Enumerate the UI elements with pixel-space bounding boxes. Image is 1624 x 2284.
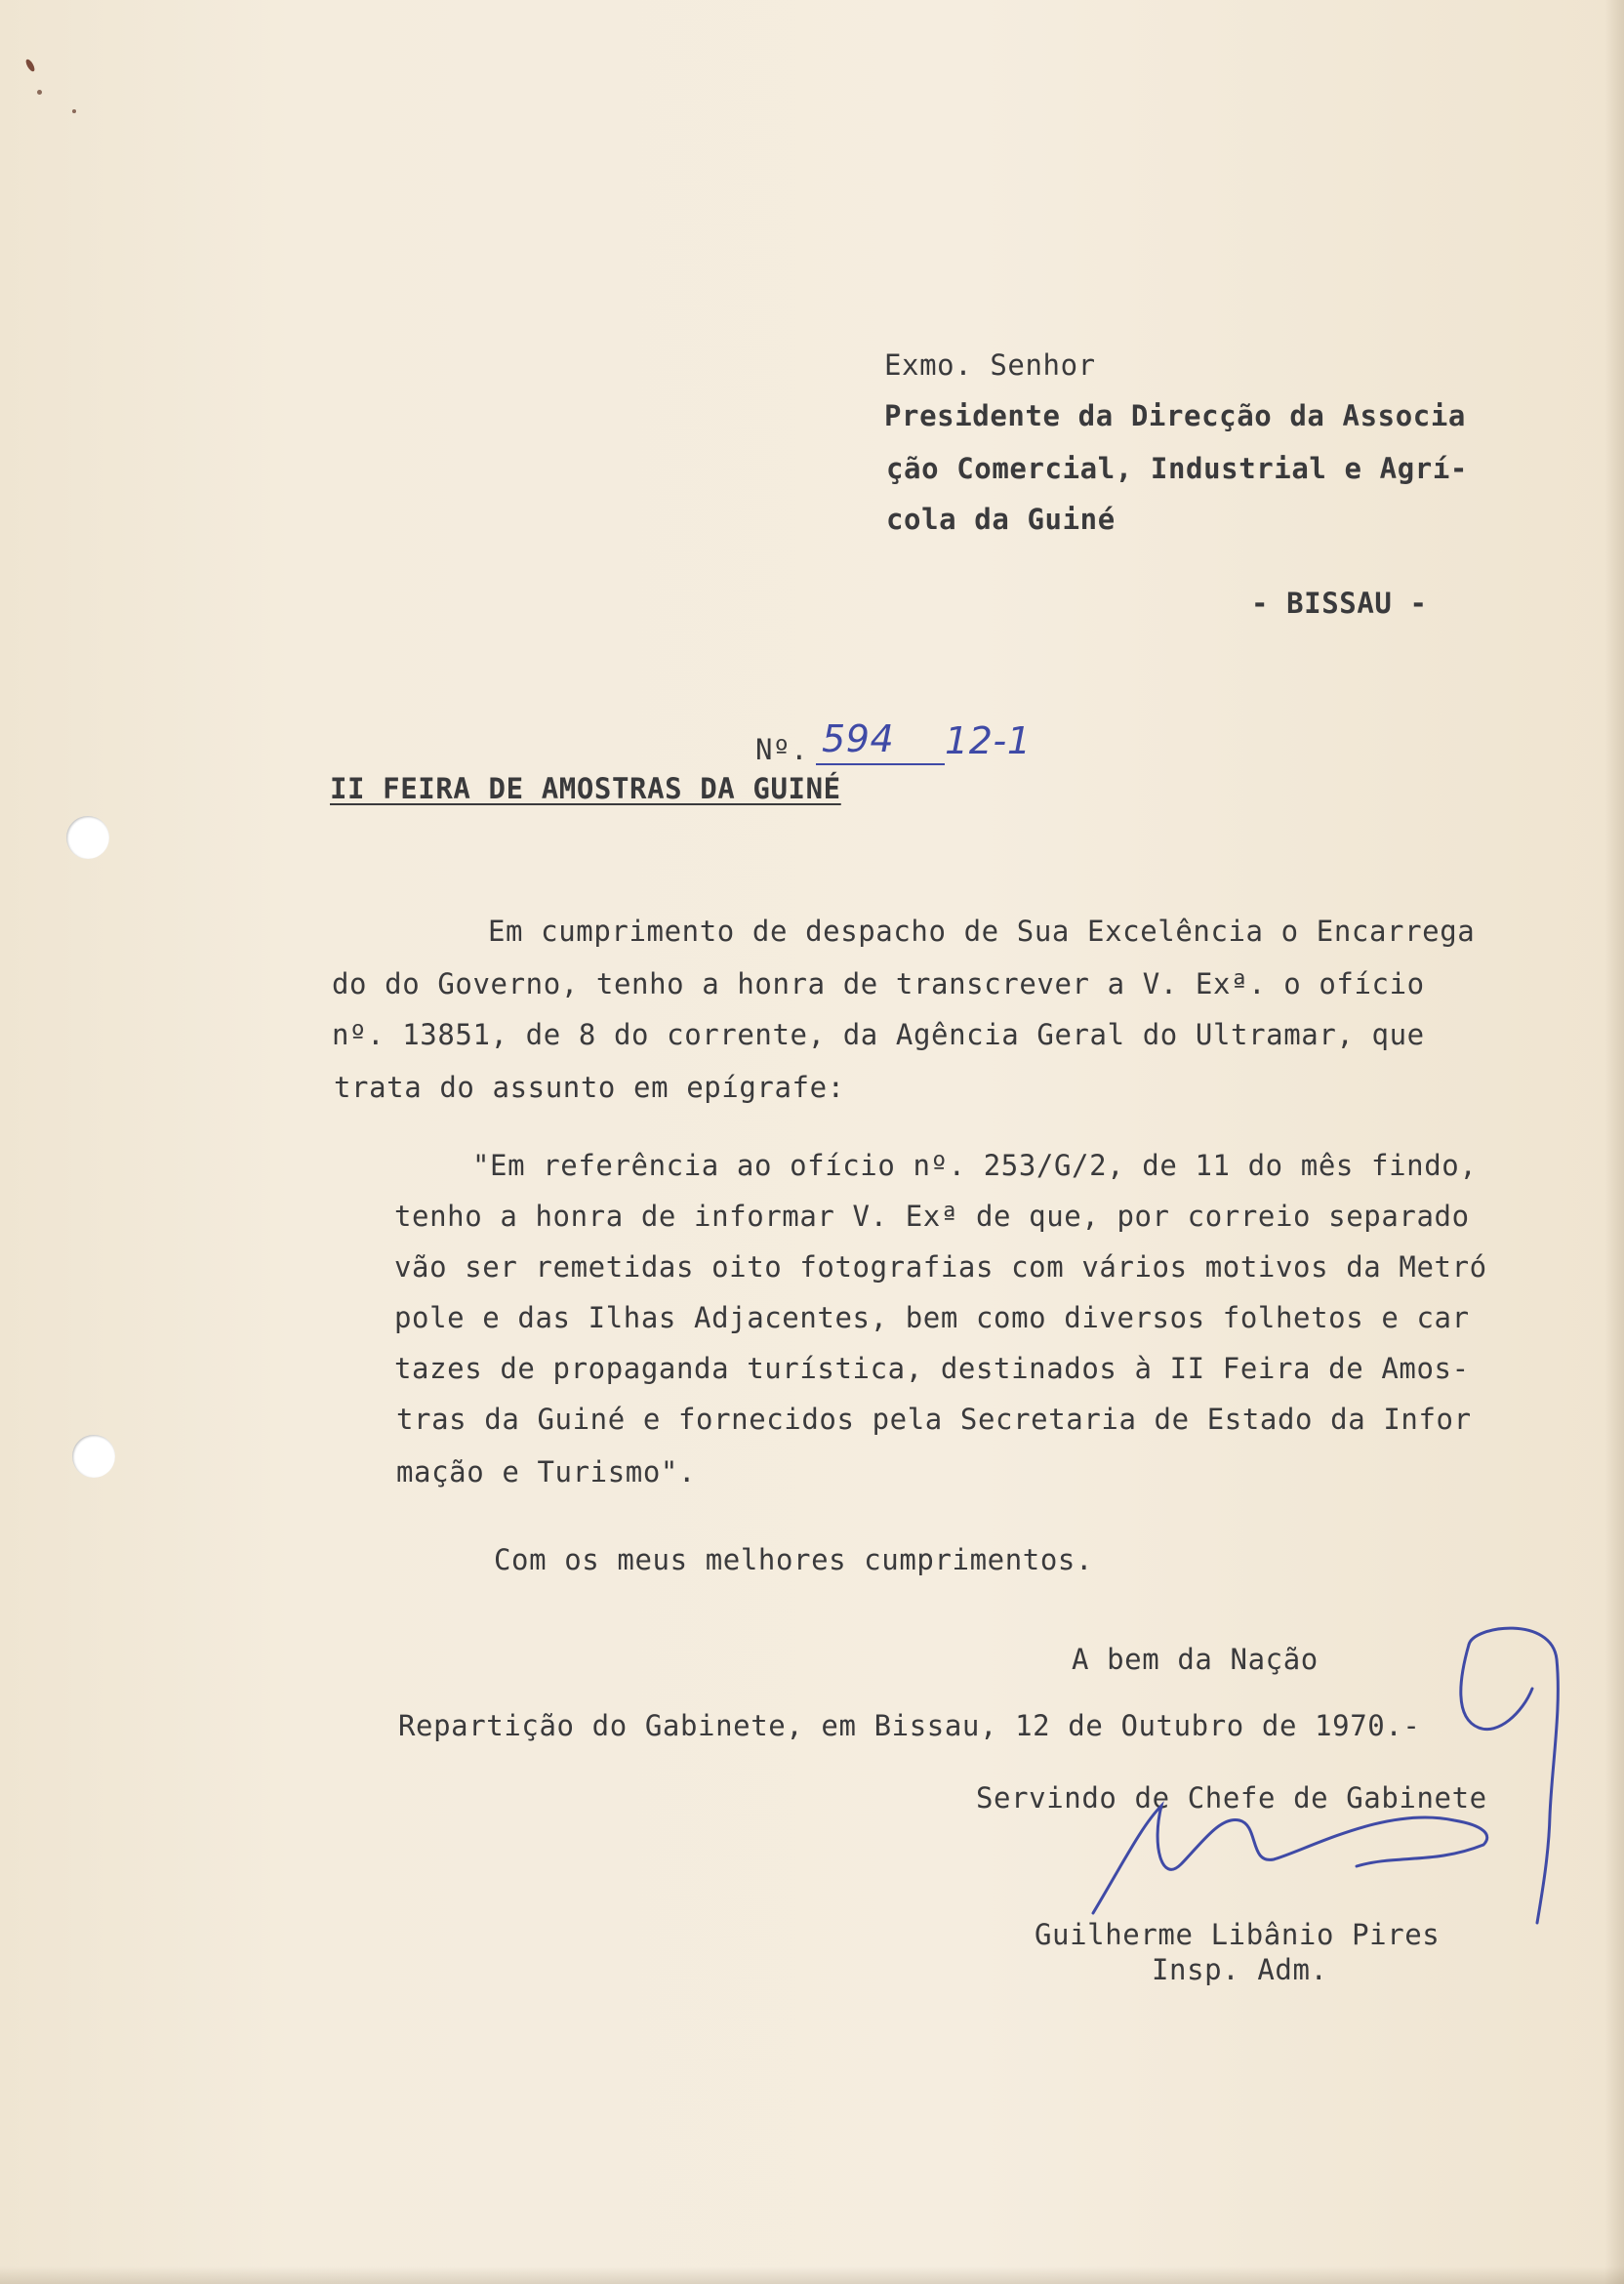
closing-line: Com os meus melhores cumprimentos. xyxy=(494,1543,1094,1576)
signature-loop-inner xyxy=(1461,1645,1532,1730)
signature-loop xyxy=(1469,1628,1558,1923)
paper-bottom-shadow xyxy=(0,2266,1624,2284)
signoff-role: Servindo de Chefe de Gabinete xyxy=(976,1781,1487,1815)
body-line: Em cumprimento de despacho de Sua Excelência o Encarrega xyxy=(488,915,1476,948)
reference-prefix: Nº. xyxy=(755,733,809,766)
ink-speck xyxy=(72,109,76,113)
body-line: do do Governo, tenho a honra de transcrever a V. Exª. o ofício xyxy=(332,967,1425,1000)
punch-hole xyxy=(72,1435,115,1478)
punch-hole xyxy=(66,816,109,859)
signoff-motto: A bem da Nação xyxy=(1072,1643,1319,1676)
addressee-salutation: Exmo. Senhor xyxy=(884,348,1096,382)
addressee-line: ção Comercial, Industrial e Agrí- xyxy=(886,452,1468,485)
handwritten-signature xyxy=(1064,1620,1571,1952)
reference-suffix: 12-1 xyxy=(945,719,1032,762)
quote-line: mação e Turismo". xyxy=(396,1455,697,1489)
quote-line: tras da Guiné e fornecidos pela Secretaria de Estado da Infor xyxy=(396,1403,1472,1436)
subject-heading: II FEIRA DE AMOSTRAS DA GUINÉ xyxy=(330,772,841,805)
reference-underline xyxy=(816,763,945,765)
addressee-city: - BISSAU - xyxy=(1251,587,1428,620)
addressee-line: Presidente da Direcção da Associa xyxy=(884,399,1466,432)
quote-line: vão ser remetidas oito fotografias com vários motivos da Metró xyxy=(394,1250,1487,1284)
body-line: trata do assunto em epígrafe: xyxy=(334,1071,845,1104)
addressee-line: cola da Guiné xyxy=(886,503,1116,536)
quote-line: "Em referência ao ofício nº. 253/G/2, de 11 do mês findo, xyxy=(472,1149,1478,1182)
quote-line: tazes de propaganda turística, destinados à II Feira de Amos- xyxy=(394,1352,1470,1385)
signoff-name: Guilherme Libânio Pires xyxy=(1035,1918,1441,1951)
signature-stroke xyxy=(1093,1806,1487,1913)
signoff-place-date: Repartição do Gabinete, em Bissau, 12 de Outubro de 1970.- xyxy=(398,1709,1421,1742)
signoff-title: Insp. Adm. xyxy=(1152,1953,1328,1986)
reference-number: 594 xyxy=(822,717,895,760)
quote-line: pole e das Ilhas Adjacentes, bem como diversos folhetos e car xyxy=(394,1301,1470,1334)
body-line: nº. 13851, de 8 do corrente, da Agência Geral do Ultramar, que xyxy=(332,1018,1425,1051)
ink-speck xyxy=(37,90,42,95)
quote-line: tenho a honra de informar V. Exª de que, por correio separado xyxy=(394,1200,1470,1233)
paper-edge-shadow xyxy=(1604,0,1624,2284)
